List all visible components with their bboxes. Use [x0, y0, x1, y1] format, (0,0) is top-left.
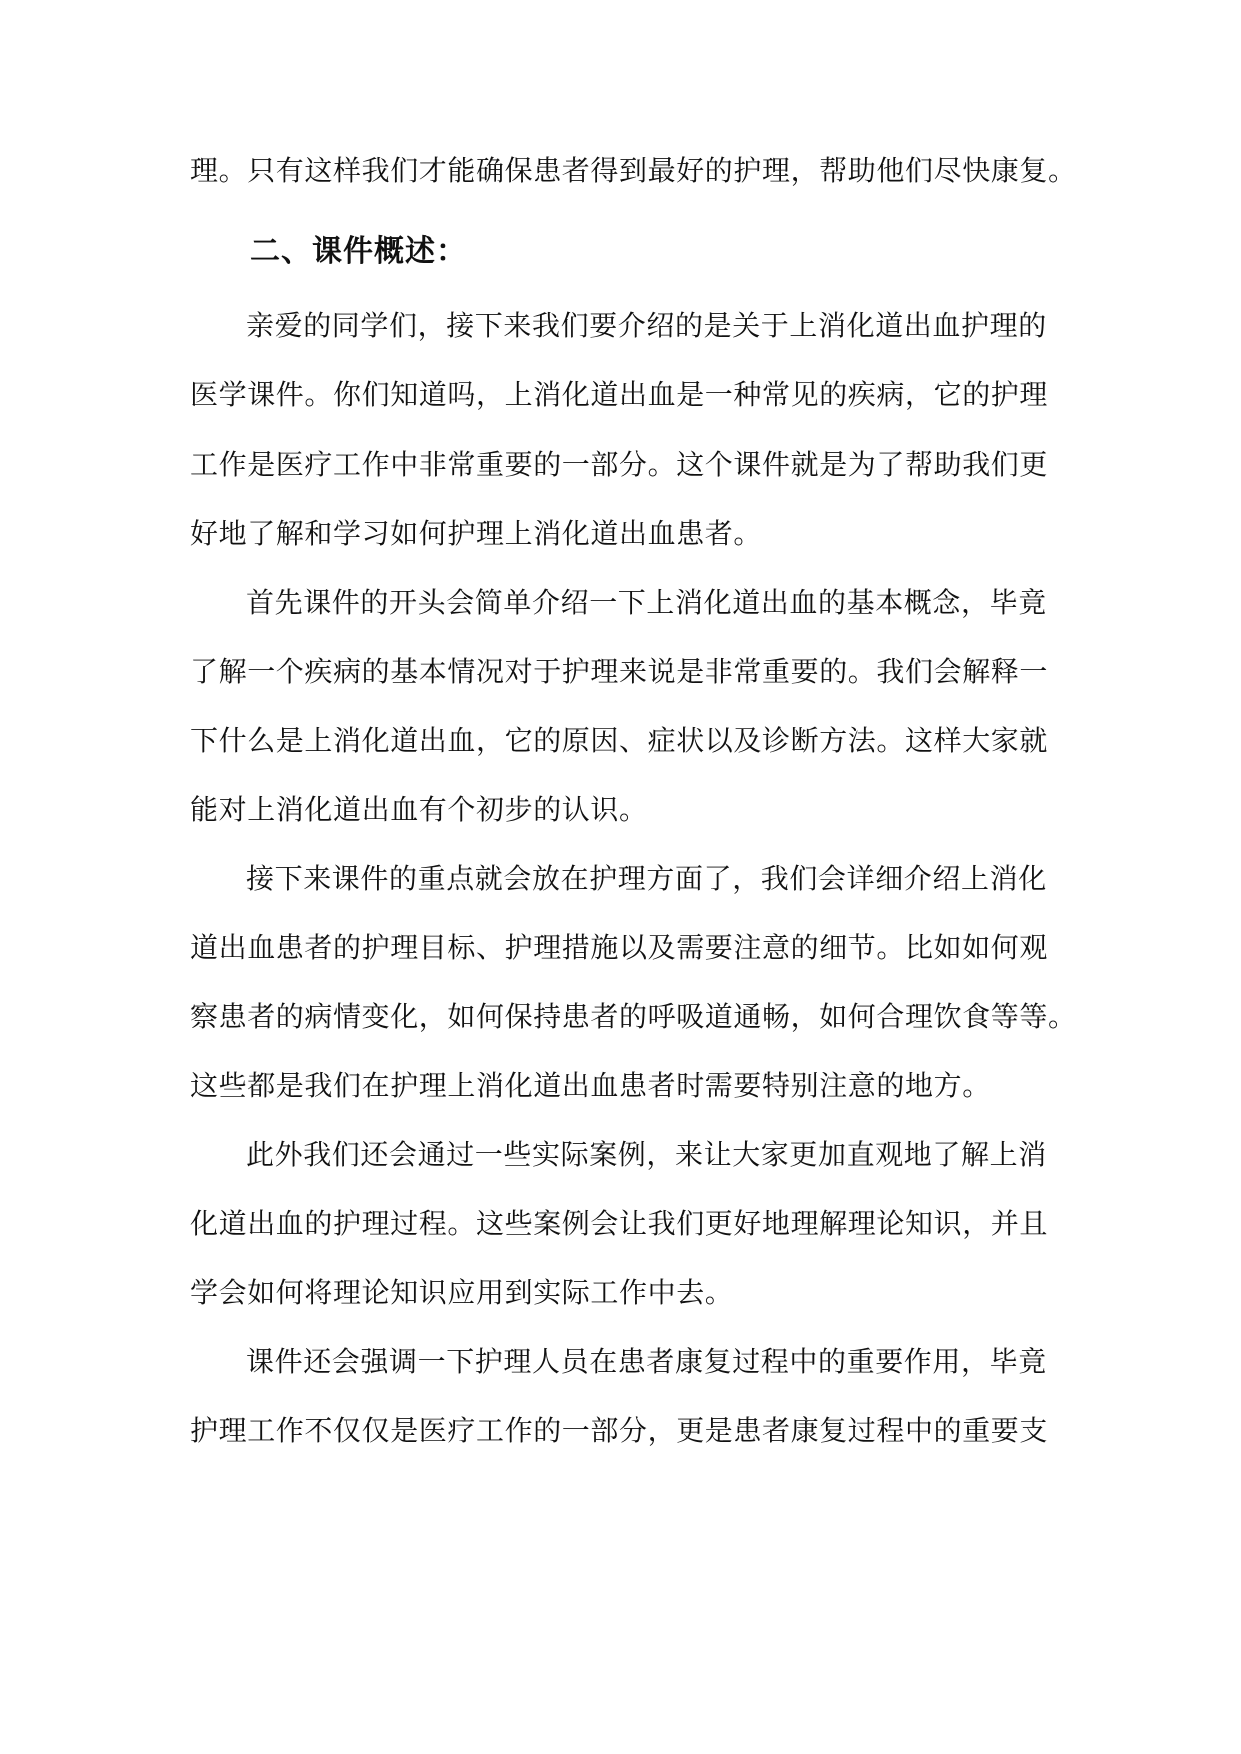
text-line: 好地了解和学习如何护理上消化道出血患者。	[190, 517, 763, 550]
text-line: 此外我们还会通过一些实际案例，来让大家更加直观地了解上消	[246, 1138, 1047, 1171]
text-line: 道出血患者的护理目标、护理措施以及需要注意的细节。比如如何观	[190, 931, 1049, 964]
text-line: 护理工作不仅仅是医疗工作的一部分，更是患者康复过程中的重要支	[190, 1414, 1049, 1447]
text-line: 能对上消化道出血有个初步的认识。	[190, 793, 648, 826]
text-line: 理。只有这样我们才能确保患者得到最好的护理，帮助他们尽快康复。	[190, 154, 1077, 187]
text-line: 工作是医疗工作中非常重要的一部分。这个课件就是为了帮助我们更	[190, 448, 1049, 481]
text-line: 察患者的病情变化，如何保持患者的呼吸道通畅，如何合理饮食等等。	[190, 1000, 1077, 1033]
text-line: 接下来课件的重点就会放在护理方面了，我们会详细介绍上消化	[246, 862, 1047, 895]
text-line: 亲爱的同学们，接下来我们要介绍的是关于上消化道出血护理的	[246, 309, 1047, 342]
text-line: 首先课件的开头会简单介绍一下上消化道出血的基本概念，毕竟	[246, 586, 1047, 619]
text-line: 了解一个疾病的基本情况对于护理来说是非常重要的。我们会解释一	[190, 655, 1049, 688]
text-line: 下什么是上消化道出血，它的原因、症状以及诊断方法。这样大家就	[190, 724, 1049, 757]
text-line: 学会如何将理论知识应用到实际工作中去。	[190, 1276, 734, 1309]
section-heading: 二、课件概述：	[250, 234, 467, 269]
text-line: 这些都是我们在护理上消化道出血患者时需要特别注意的地方。	[190, 1069, 991, 1102]
text-line: 医学课件。你们知道吗，上消化道出血是一种常见的疾病，它的护理	[190, 378, 1049, 411]
text-line: 化道出血的护理过程。这些案例会让我们更好地理解理论知识，并且	[190, 1207, 1049, 1240]
text-line: 课件还会强调一下护理人员在患者康复过程中的重要作用，毕竟	[246, 1345, 1047, 1378]
